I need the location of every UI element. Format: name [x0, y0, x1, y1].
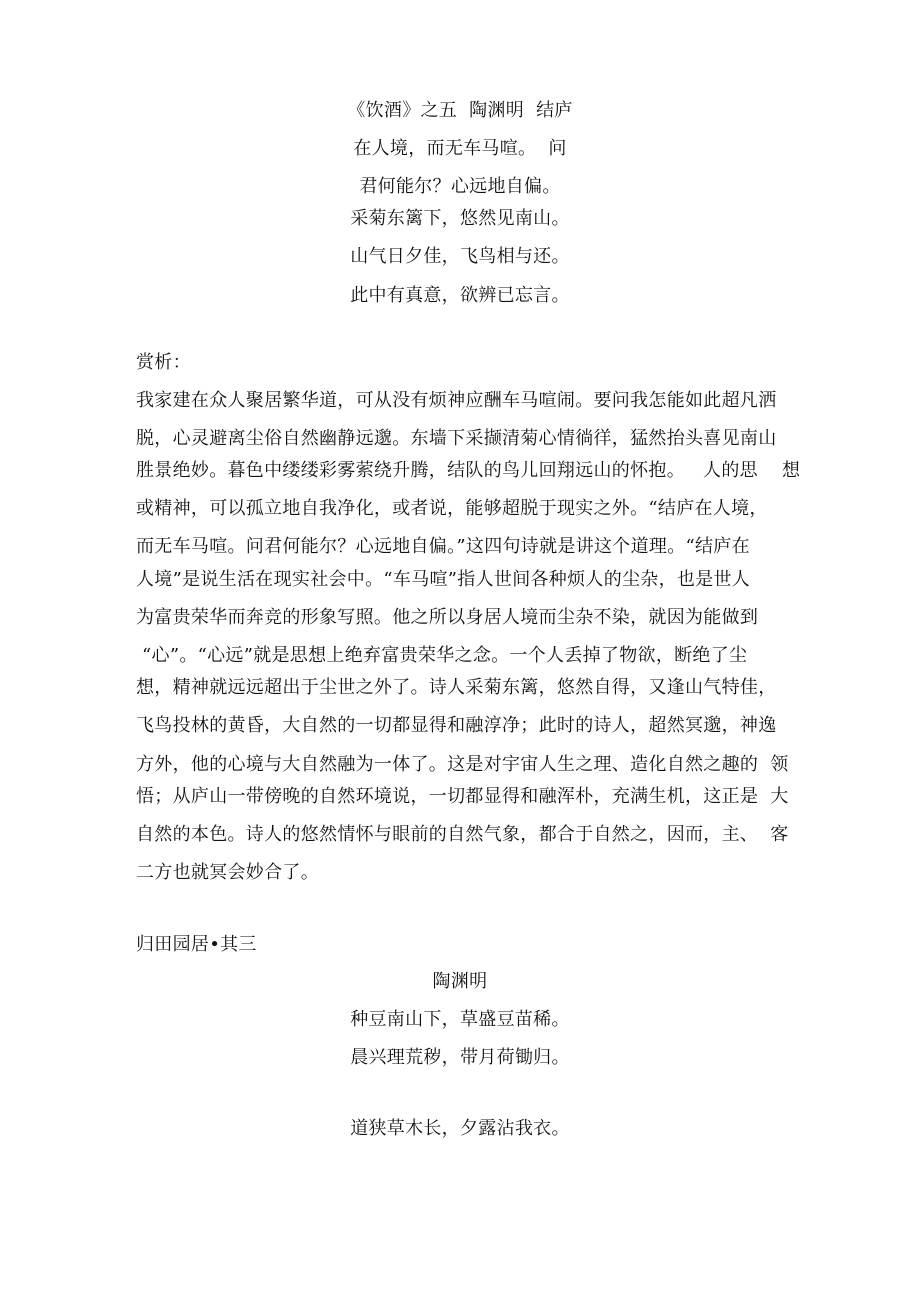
poem1-line: 此中有真意，欲辨已忘言。 [350, 285, 570, 306]
poem1-line: 在人境，而无车马喧。 问 [353, 138, 567, 159]
poem2-line: 种豆南山下，草盛豆苗稀。 [350, 1009, 570, 1030]
appreciation-line: 人境”是说生活在现实社会中。“车马喧”指人世间各种烦人的尘杂，也是世人 [136, 569, 751, 590]
poem2-line: 晨兴理荒秽，带月荷锄归。 [350, 1047, 570, 1068]
appreciation-line: 为富贵荣华而奔竞的形象写照。他之所以身居人境而尘杂不染，就因为能做到 [136, 607, 759, 628]
appreciation-line: 飞鸟投林的黄昏，大自然的一切都显得和融淳净；此时的诗人，超然冥邈，神逸 [136, 715, 777, 736]
appreciation-line: 我家建在众人聚居繁华道，可从没有烦神应酬车马喧闹。要问我怎能如此超凡洒 [136, 390, 777, 411]
appreciation-line: 悟；从庐山一带傍晚的自然环境说，一切都显得和融浑朴，充满生机，这正是 大 [136, 786, 789, 807]
appreciation-line: 自然的本色。诗人的悠然情怀与眼前的自然气象，都合于自然之，因而，主、 客 [136, 824, 789, 845]
appreciation-line: 胜景绝妙。暮色中缕缕彩雾萦绕升腾，结队的鸟儿回翔远山的怀抱。 人的思 想 [136, 460, 801, 481]
poem2-title: 归田园居•其三 [136, 934, 257, 955]
poem2-author: 陶渊明 [432, 971, 488, 992]
appreciation-line: 想，精神就远远超出于尘世之外了。诗人采菊东篱，悠然自得，又逢山气特佳， [136, 677, 777, 698]
poem1-line: 采菊东篱下，悠然见南山。 [350, 208, 570, 229]
poem1-line: 君何能尔？心远地自偏。 [359, 176, 561, 197]
appreciation-line: “心”。“心远”就是思想上绝弃富贵荣华之念。一个人丢掉了物欲，断绝了尘 [136, 645, 748, 666]
appreciation-line: 方外，他的心境与大自然融为一体了。这是对宇宙人生之理、造化自然之趣的 领 [136, 754, 789, 775]
appreciation-line: 脱，心灵避离尘俗自然幽静远邈。东墙下采撷清菊心情徜徉，猛然抬头喜见南山 [136, 428, 777, 449]
appreciation-line: 二方也就冥会妙合了。 [136, 862, 319, 883]
poem1-line: 《饮酒》之五 陶渊明 结庐 [347, 100, 573, 121]
appreciation-line: 而无车马喧。问君何能尔？心远地自偏。”这四句诗就是讲这个道理。“结庐在 [136, 536, 750, 557]
poem1-line: 山气日夕佳，飞鸟相与还。 [350, 246, 570, 267]
appreciation-line: 或精神，可以孤立地自我净化，或者说，能够超脱于现实之外。“结庐在人境， [136, 498, 768, 519]
poem2-line: 道狭草木长，夕露沾我衣。 [350, 1118, 570, 1139]
appreciation-heading: 赏析： [136, 352, 191, 373]
